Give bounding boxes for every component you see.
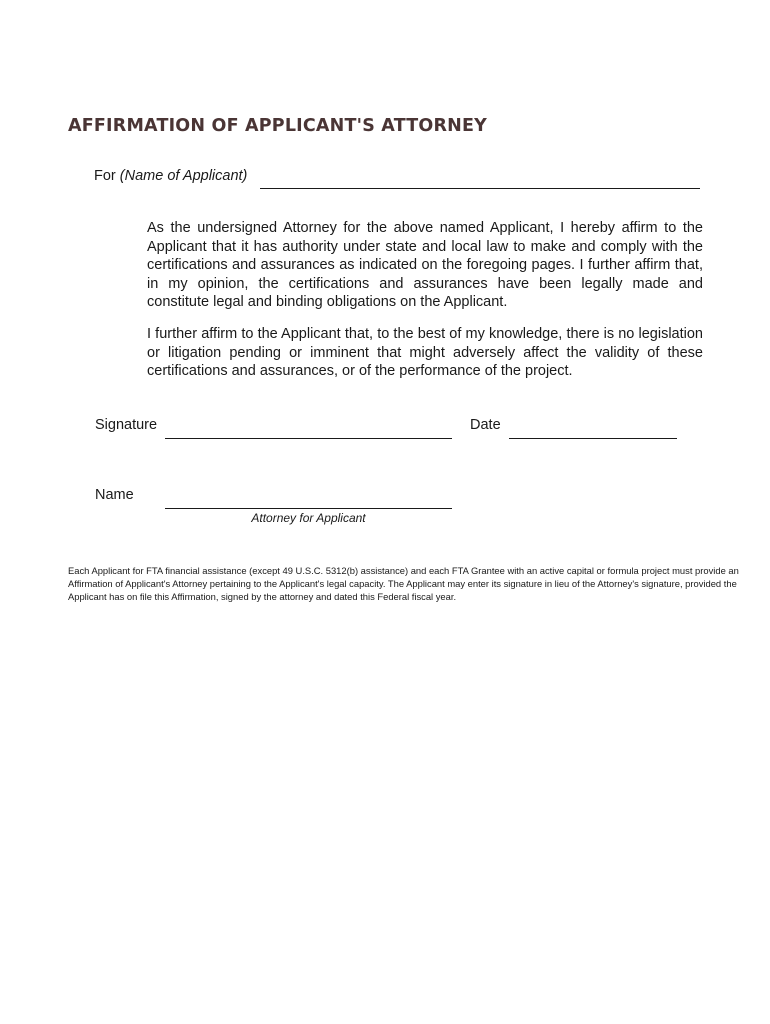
document-title: AFFIRMATION OF APPLICANT'S ATTORNEY xyxy=(68,116,487,136)
affirmation-paragraph-2: I further affirm to the Applicant that, to the best of my knowledge, there is no legislation or litigation pending or imminent that might adversely affect the validity of these certifications and assurances, or of the performance of the project. xyxy=(147,326,703,380)
for-label: For xyxy=(94,168,116,184)
signature-line[interactable] xyxy=(165,438,452,439)
applicant-name-field-label: (Name of Applicant) xyxy=(119,168,248,184)
date-label: Date xyxy=(470,417,501,433)
affirmation-paragraph-1: As the undersigned Attorney for the above named Applicant, I hereby affirm to the Applicant that it has authority under state and local law to make and comply with the certifications and assurances as indicated on the foregoing pages. I further affirm that, in my opinion, the certifications and assurances have been legally made and constitute legal and binding obligations on the Applicant. xyxy=(147,220,703,311)
name-line[interactable] xyxy=(165,508,452,509)
name-label: Name xyxy=(95,487,134,503)
name-caption: Attorney for Applicant xyxy=(251,511,366,525)
date-line[interactable] xyxy=(509,438,677,439)
signature-label: Signature xyxy=(95,417,158,433)
applicant-name-row xyxy=(94,168,247,184)
applicant-name-line[interactable] xyxy=(260,188,700,189)
footnote: Each Applicant for FTA financial assistance (except 49 U.S.C. 5312(b) assistance) and each FTA Grantee with an active capital or formula project must provide an Affirmation of Applicant's Attorney pertaining to the Applicant's legal capacity. The Applicant may enter its signature in lieu of the Attorney's signature, provided the Applicant has on file this Affirmation, signed by the attorney and dated this Federal fiscal year. xyxy=(68,565,739,603)
